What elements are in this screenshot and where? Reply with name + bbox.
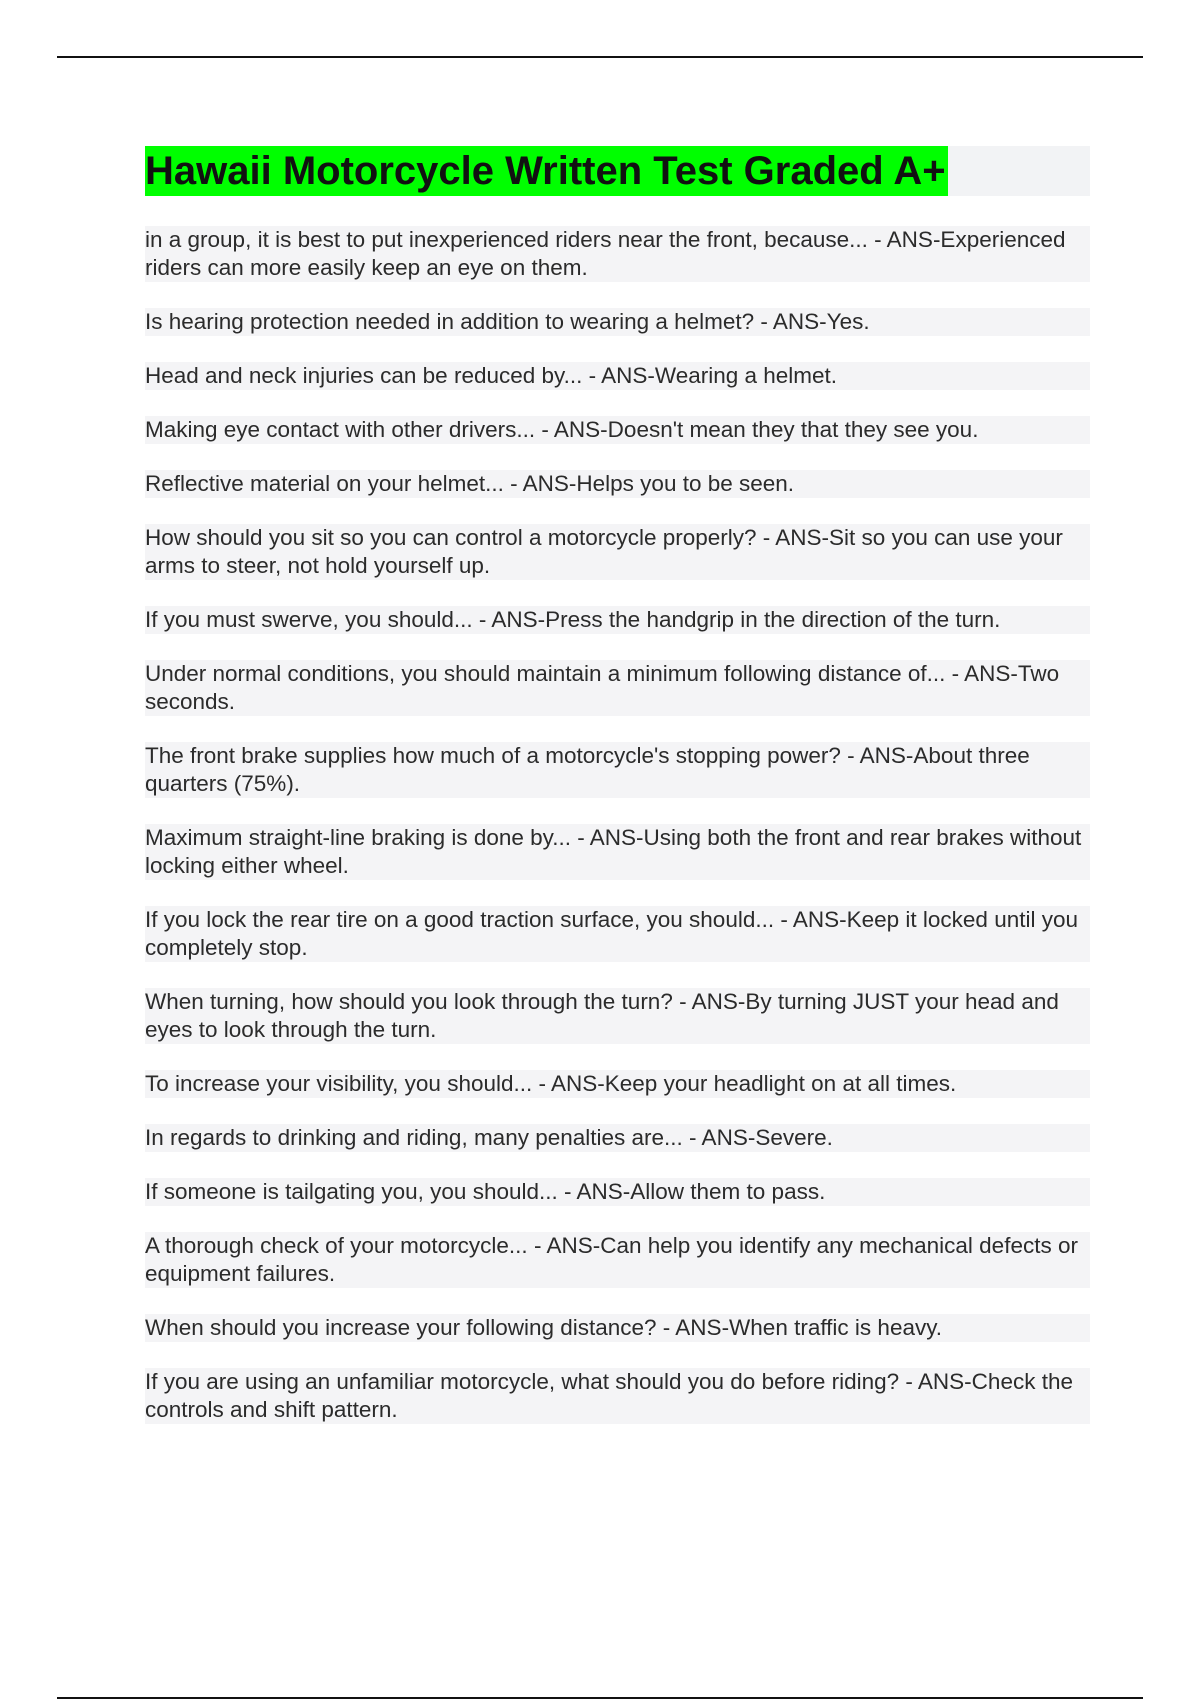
qa-item: If you are using an unfamiliar motorcycle, what should you do before riding? - ANS-Check the controls and shift pattern. (145, 1368, 1090, 1424)
qa-item: When turning, how should you look through the turn? - ANS-By turning JUST your head and eyes to look through the turn. (145, 988, 1090, 1044)
qa-item: If someone is tailgating you, you should... - ANS-Allow them to pass. (145, 1178, 1090, 1206)
qa-item: When should you increase your following distance? - ANS-When traffic is heavy. (145, 1314, 1090, 1342)
qa-item: How should you sit so you can control a motorcycle properly? - ANS-Sit so you can use your arms to steer, not hold yourself up. (145, 524, 1090, 580)
title-bar (145, 146, 1090, 196)
qa-item: A thorough check of your motorcycle... - ANS-Can help you identify any mechanical defects or equipment failures. (145, 1232, 1090, 1288)
qa-item: The front brake supplies how much of a motorcycle's stopping power? - ANS-About three quarters (75%). (145, 742, 1090, 798)
qa-item: Maximum straight-line braking is done by... - ANS-Using both the front and rear brakes without locking either wheel. (145, 824, 1090, 880)
qa-item: Is hearing protection needed in addition to wearing a helmet? - ANS-Yes. (145, 308, 1090, 336)
qa-item: in a group, it is best to put inexperienced riders near the front, because... - ANS-Experienced riders can more easily keep an eye on them. (145, 226, 1090, 282)
header-rule (57, 56, 1143, 58)
qa-item: In regards to drinking and riding, many penalties are... - ANS-Severe. (145, 1124, 1090, 1152)
footer-rule (57, 1697, 1143, 1699)
qa-item: If you must swerve, you should... - ANS-Press the handgrip in the direction of the turn. (145, 606, 1090, 634)
qa-item: If you lock the rear tire on a good traction surface, you should... - ANS-Keep it locked until you completely stop. (145, 906, 1090, 962)
qa-item: Head and neck injuries can be reduced by... - ANS-Wearing a helmet. (145, 362, 1090, 390)
document-body (145, 146, 1090, 1450)
qa-item: To increase your visibility, you should... - ANS-Keep your headlight on at all times. (145, 1070, 1090, 1098)
qa-item: Making eye contact with other drivers... - ANS-Doesn't mean they that they see you. (145, 416, 1090, 444)
qa-item: Reflective material on your helmet... - ANS-Helps you to be seen. (145, 470, 1090, 498)
qa-item: Under normal conditions, you should maintain a minimum following distance of... - ANS-Two seconds. (145, 660, 1090, 716)
document-title: Hawaii Motorcycle Written Test Graded A+ (145, 146, 948, 196)
